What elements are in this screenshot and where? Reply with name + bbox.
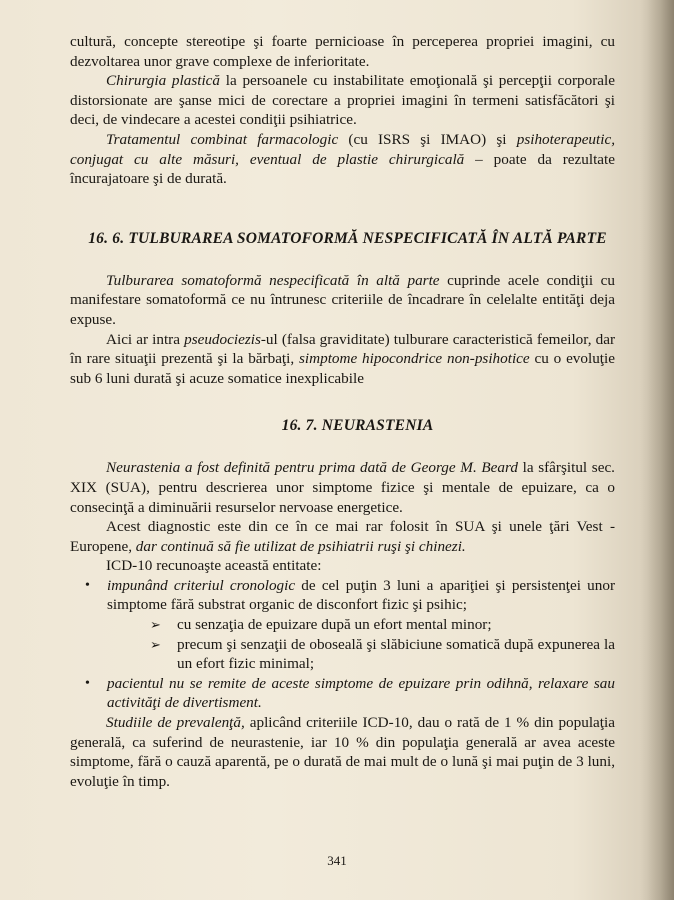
paragraph-text: (cu ISRS şi IMAO) şi bbox=[338, 130, 517, 148]
emphasis: Tulburarea somatoformă nespecificată în altă parte bbox=[106, 271, 440, 289]
paragraph-text: -ul (falsa graviditate) tulburare caracteristică femeilor, dar în rare situaţii prezentă şi la bărbaţi, bbox=[70, 330, 616, 368]
paragraph-text: Acest diagnostic este din ce în ce mai rar folosit în SUA şi unele ţări Vest - Europene, bbox=[70, 518, 615, 555]
bullet-icon: • bbox=[85, 577, 90, 593]
bullet-icon: • bbox=[85, 675, 90, 691]
list-item-text: de cel puţin 3 luni a apariţiei şi persistenţei unor simptome fără substrat organic de disconfort fizic şi psihic; bbox=[107, 576, 616, 614]
paragraph-text: la persoanele cu instabilitate emoţională şi percepţii corporale distorsionate are şanse mici de corectare a propriei imagini în termeni satisfăcători şi deci, de vindecare a acestei condiţii psihiatrice. bbox=[70, 72, 615, 129]
list-item-text: cu senzaţia de epuizare după un efort mental minor; bbox=[177, 616, 492, 634]
emphasis: Neurastenia a fost definită pentru prima dată de George M. Beard bbox=[106, 459, 518, 477]
paragraph-text: ICD-10 recunoaşte această entitate: bbox=[106, 557, 322, 575]
paragraph-text: Aici ar intra bbox=[106, 330, 185, 348]
paragraph-text: cultură, concepte stereotipe şi foarte pernicioase în perceperea propriei imagini, cu dezvoltarea unor grave complexe de inferioritate. bbox=[70, 33, 615, 70]
paragraph bbox=[70, 458, 615, 517]
list-item bbox=[70, 674, 615, 713]
paragraph-text: – poate da rezultate încurajatoare şi de durată. bbox=[70, 150, 615, 188]
paragraph-text: la sfârşitul sec. XIX (SUA), pentru descrierea unor simptome fizice şi mentale de epuizare, ca o consecinţă a diminuării resurselor nervoase energetice. bbox=[70, 459, 615, 516]
emphasis: pacientul nu se remite de aceste simptome de epuizare prin odihnă, relaxare sau activităţi de divertisment. bbox=[107, 674, 615, 712]
paragraph-text: cuprinde acele condiţii cu manifestare somatoformă ce nu întrunesc criteriile de încadrare în celelalte entităţi deja expuse. bbox=[70, 271, 615, 328]
paragraph bbox=[70, 517, 615, 556]
emphasis: dar continuă să fie utilizat de psihiatrii ruşi şi chinezi. bbox=[135, 537, 466, 555]
paragraph-text: cu o evoluţie sub 6 luni durată şi acuze somatice inexplicabile bbox=[70, 350, 615, 387]
page-text bbox=[70, 32, 615, 791]
bullet-list bbox=[70, 674, 615, 713]
book-spine-shadow bbox=[640, 0, 674, 900]
list-item-text: precum şi senzaţii de oboseală şi slăbiciune somatică după expunerea la un efort fizic minimal; bbox=[177, 635, 615, 673]
arrow-bullet-icon: ➢ bbox=[150, 617, 161, 633]
paragraph bbox=[70, 330, 615, 389]
paragraph bbox=[70, 713, 615, 791]
section-heading: 16. 6. TULBURAREA SOMATOFORMĂ NESPECIFICATĂ ÎN ALTĂ PARTE bbox=[88, 229, 607, 247]
emphasis: pseudociezis bbox=[184, 330, 261, 348]
page-number: 341 bbox=[327, 853, 347, 868]
emphasis: Chirurgia plastică bbox=[106, 72, 221, 90]
paragraph bbox=[70, 271, 615, 330]
sub-list bbox=[70, 615, 615, 674]
list-item bbox=[70, 576, 615, 615]
bullet-list bbox=[70, 576, 615, 615]
list-item bbox=[140, 615, 615, 635]
paragraph bbox=[70, 130, 615, 189]
emphasis: Studiile de prevalenţă, bbox=[106, 714, 245, 732]
paragraph bbox=[70, 556, 615, 576]
paragraph bbox=[70, 71, 615, 130]
arrow-bullet-icon: ➢ bbox=[150, 636, 161, 652]
emphasis: simptome hipocondrice non-psihotice bbox=[299, 350, 530, 368]
emphasis: Tratamentul combinat farmacologic bbox=[106, 130, 339, 148]
section-heading: 16. 7. NEURASTENIA bbox=[281, 417, 434, 435]
emphasis: psihoterapeutic, conjugat cu alte măsuri, eventual de plastie chirurgicală bbox=[70, 130, 615, 168]
list-item bbox=[140, 635, 615, 674]
emphasis: impunând criteriul cronologic bbox=[107, 576, 296, 594]
paragraph-text: aplicând criteriile ICD-10, dau o rată de 1 % din populaţia generală, ca suferind de neurastenie, iar 10 % din populaţia generală ar avea aceste simptome, fără o cauză aparentă, pe o durată de mai mult de o lună şi mai puţin de 3 luni, evoluţie în timp. bbox=[70, 714, 615, 790]
paragraph bbox=[70, 32, 615, 71]
